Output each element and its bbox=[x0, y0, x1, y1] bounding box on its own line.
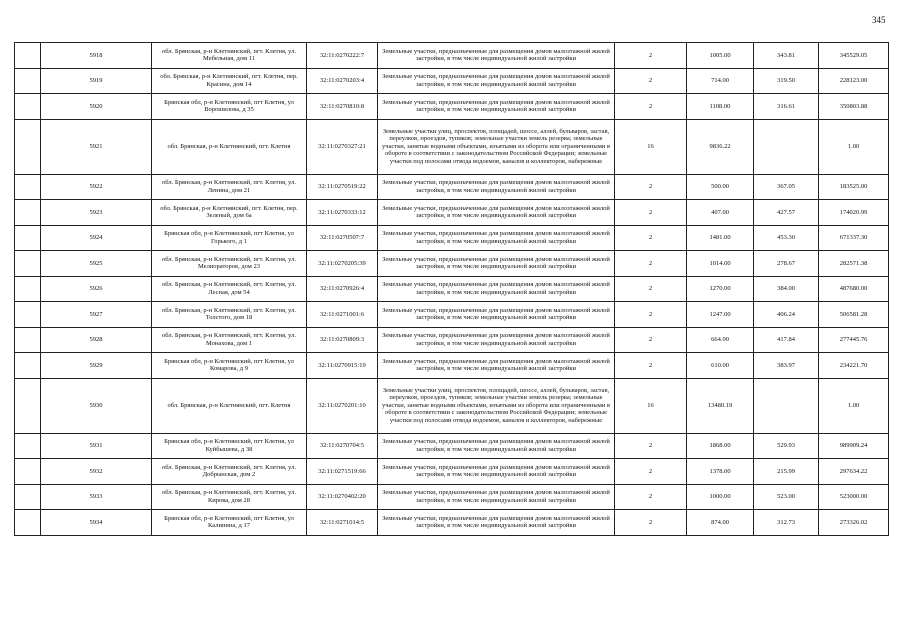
row-number: 5919 bbox=[41, 68, 152, 94]
cadastral-value-cell: 297634.22 bbox=[819, 459, 889, 485]
area-cell: 1005.00 bbox=[687, 43, 754, 69]
group-cell: 16 bbox=[615, 378, 687, 433]
land-use-cell: Земельные участки, предназначенные для размещения домов малоэтажной жилой застройки, в том числе индивидуальной жилой застройки bbox=[378, 484, 615, 510]
land-use-cell: Земельные участки, предназначенные для размещения домов малоэтажной жилой застройки, в том числе индивидуальной жилой застройки bbox=[378, 353, 615, 379]
cadastral-number-cell: 32:11:0270205:39 bbox=[307, 251, 378, 277]
specific-value-cell: 529.93 bbox=[754, 433, 819, 459]
group-cell: 2 bbox=[615, 174, 687, 200]
cadastral-number-cell: 32:11:0271014:5 bbox=[307, 510, 378, 536]
specific-value-cell: 312.73 bbox=[754, 510, 819, 536]
address-cell: обл. Брянская, р-н Клетнянский, пгт. Клетня, ул. Толстого, дом 18 bbox=[152, 302, 307, 328]
blank-cell bbox=[15, 43, 41, 69]
address-cell: обл. Брянская, р-н Клетнянский, пгт. Клетня, пер. Красина, дом 14 bbox=[152, 68, 307, 94]
table-row bbox=[15, 68, 889, 94]
land-use-cell: Земельные участки, предназначенные для размещения домов малоэтажной жилой застройки, в том числе индивидуальной жилой застройки bbox=[378, 43, 615, 69]
group-cell: 2 bbox=[615, 459, 687, 485]
address-cell: обл. Брянская, р-н Клетнянский, пгт. Клетня, ул. Монахова, дом 1 bbox=[152, 327, 307, 353]
table-row bbox=[15, 433, 889, 459]
area-cell: 1270.00 bbox=[687, 276, 754, 302]
cadastral-number-cell: 32:11:0270926:4 bbox=[307, 276, 378, 302]
blank-cell bbox=[15, 119, 41, 174]
cadastral-value-cell: 523000.00 bbox=[819, 484, 889, 510]
blank-cell bbox=[15, 327, 41, 353]
specific-value-cell: 417.84 bbox=[754, 327, 819, 353]
table-row bbox=[15, 43, 889, 69]
blank-cell bbox=[15, 378, 41, 433]
specific-value-cell: 427.57 bbox=[754, 200, 819, 226]
blank-cell bbox=[15, 225, 41, 251]
land-use-cell: Земельные участки, предназначенные для размещения домов малоэтажной жилой застройки, в том числе индивидуальной жилой застройки bbox=[378, 94, 615, 120]
area-cell: 500.00 bbox=[687, 174, 754, 200]
area-cell: 714.00 bbox=[687, 68, 754, 94]
table-row bbox=[15, 302, 889, 328]
cadastral-number-cell: 32:11:0270519:22 bbox=[307, 174, 378, 200]
area-cell: 9836.22 bbox=[687, 119, 754, 174]
area-cell: 13480.19 bbox=[687, 378, 754, 433]
cadastral-number-cell: 32:11:0270201:10 bbox=[307, 378, 378, 433]
land-use-cell: Земельные участки, предназначенные для размещения домов малоэтажной жилой застройки, в том числе индивидуальной жилой застройки bbox=[378, 200, 615, 226]
address-cell: обл. Брянская, р-н Клетнянский, пгт. Клетня, ул. Ленина, дом 21 bbox=[152, 174, 307, 200]
cadastral-number-cell: 32:11:0270327:21 bbox=[307, 119, 378, 174]
table-row bbox=[15, 251, 889, 277]
row-number: 5920 bbox=[41, 94, 152, 120]
row-number: 5933 bbox=[41, 484, 152, 510]
group-cell: 16 bbox=[615, 119, 687, 174]
land-use-cell: Земельные участки, предназначенные для размещения домов малоэтажной жилой застройки, в том числе индивидуальной жилой застройки bbox=[378, 225, 615, 251]
cadastral-number-cell: 32:11:0270915:19 bbox=[307, 353, 378, 379]
specific-value-cell: 343.81 bbox=[754, 43, 819, 69]
group-cell: 2 bbox=[615, 251, 687, 277]
cadastral-value-cell: 487680.00 bbox=[819, 276, 889, 302]
address-cell: обл. Брянская, р-н Клетнянский, пгт. Клетня, ул. Добрынская, дом 2 bbox=[152, 459, 307, 485]
row-number: 5929 bbox=[41, 353, 152, 379]
group-cell: 2 bbox=[615, 353, 687, 379]
area-cell: 1014.00 bbox=[687, 251, 754, 277]
address-cell: обл. Брянская, р-н Клетнянский, пгт. Клетня, ул. Мебельная, дом 11 bbox=[152, 43, 307, 69]
table-row bbox=[15, 200, 889, 226]
area-cell: 1378.00 bbox=[687, 459, 754, 485]
specific-value-cell: 383.97 bbox=[754, 353, 819, 379]
area-cell: 407.00 bbox=[687, 200, 754, 226]
blank-cell bbox=[15, 200, 41, 226]
row-number: 5923 bbox=[41, 200, 152, 226]
row-number: 5921 bbox=[41, 119, 152, 174]
specific-value-cell: 278.67 bbox=[754, 251, 819, 277]
specific-value-cell: 319.50 bbox=[754, 68, 819, 94]
specific-value-cell: 316.61 bbox=[754, 94, 819, 120]
table-row bbox=[15, 119, 889, 174]
row-number: 5922 bbox=[41, 174, 152, 200]
group-cell: 2 bbox=[615, 510, 687, 536]
land-use-cell: Земельные участки, предназначенные для размещения домов малоэтажной жилой застройки, в том числе индивидуальной жилой застройки bbox=[378, 302, 615, 328]
cadastral-value-cell: 345529.05 bbox=[819, 43, 889, 69]
blank-cell bbox=[15, 94, 41, 120]
land-use-cell: Земельные участки, предназначенные для размещения домов малоэтажной жилой застройки, в том числе индивидуальной жилой застройки bbox=[378, 68, 615, 94]
specific-value-cell: 367.05 bbox=[754, 174, 819, 200]
address-cell: Брянская обл, р-н Клетнянский, пгт Клетня, ул Калинина, д 17 bbox=[152, 510, 307, 536]
address-cell: обл. Брянская, р-н Клетнянский, пгт. Клетня, ул. Мелиораторов, дом 23 bbox=[152, 251, 307, 277]
cadastral-value-cell: 183525.00 bbox=[819, 174, 889, 200]
area-cell: 1247.00 bbox=[687, 302, 754, 328]
row-number: 5926 bbox=[41, 276, 152, 302]
group-cell: 2 bbox=[615, 200, 687, 226]
cadastral-value-cell: 671337.30 bbox=[819, 225, 889, 251]
blank-cell bbox=[15, 276, 41, 302]
row-number: 5925 bbox=[41, 251, 152, 277]
address-cell: обл. Брянская, р-н Клетнянский, пгт. Клетня, ул. Лесная, дом 54 bbox=[152, 276, 307, 302]
address-cell: Брянская обл, р-н Клетнянский, пгт Клетня, ул Ворошилова, д 35 bbox=[152, 94, 307, 120]
table-row bbox=[15, 94, 889, 120]
group-cell: 2 bbox=[615, 94, 687, 120]
area-cell: 1000.00 bbox=[687, 484, 754, 510]
page-number: 345 bbox=[872, 15, 886, 25]
cadastral-number-cell: 32:11:0270333:12 bbox=[307, 200, 378, 226]
table-row bbox=[15, 276, 889, 302]
blank-cell bbox=[15, 484, 41, 510]
specific-value-cell: 384.00 bbox=[754, 276, 819, 302]
cadastral-value-cell: 273326.02 bbox=[819, 510, 889, 536]
specific-value-cell bbox=[754, 119, 819, 174]
area-cell: 610.00 bbox=[687, 353, 754, 379]
cadastral-number-cell: 32:11:0270809:3 bbox=[307, 327, 378, 353]
blank-cell bbox=[15, 174, 41, 200]
cadastral-number-cell: 32:11:0271001:6 bbox=[307, 302, 378, 328]
group-cell: 2 bbox=[615, 276, 687, 302]
cadastral-value-cell: 277445.76 bbox=[819, 327, 889, 353]
blank-cell bbox=[15, 510, 41, 536]
table-row bbox=[15, 378, 889, 433]
cadastral-value-cell: 174020.99 bbox=[819, 200, 889, 226]
specific-value-cell: 453.30 bbox=[754, 225, 819, 251]
cadastral-number-cell: 32:11:0270507:7 bbox=[307, 225, 378, 251]
cadastral-number-cell: 32:11:0270810:8 bbox=[307, 94, 378, 120]
specific-value-cell: 406.24 bbox=[754, 302, 819, 328]
land-use-cell: Земельные участки улиц, проспектов, площадей, шоссе, аллей, бульваров, застав, переулков, проездов, тупиков; земельные участки земель резерва; земельные участки, занятые водными объектами, изъятыми из оборота или ограниченными в обороте в соответствии с законодательством Российской Федерации; земельные участки под полосами отвода водоемов, каналов и коллекторов, набережные bbox=[378, 119, 615, 174]
land-use-cell: Земельные участки, предназначенные для размещения домов малоэтажной жилой застройки, в том числе индивидуальной жилой застройки bbox=[378, 174, 615, 200]
row-number: 5931 bbox=[41, 433, 152, 459]
cadastral-value-cell: 234221.70 bbox=[819, 353, 889, 379]
address-cell: обл. Брянская, р-н Клетнянский, пгт. Клетня, ул. Кирова, дом 28 bbox=[152, 484, 307, 510]
row-number: 5930 bbox=[41, 378, 152, 433]
row-number: 5924 bbox=[41, 225, 152, 251]
table-row bbox=[15, 225, 889, 251]
land-use-cell: Земельные участки, предназначенные для размещения домов малоэтажной жилой застройки, в том числе индивидуальной жилой застройки bbox=[378, 433, 615, 459]
cadastral-value-cell: 1.00 bbox=[819, 119, 889, 174]
area-cell: 874.00 bbox=[687, 510, 754, 536]
row-number: 5927 bbox=[41, 302, 152, 328]
group-cell: 2 bbox=[615, 327, 687, 353]
cadastral-value-cell: 989909.24 bbox=[819, 433, 889, 459]
address-cell: обл. Брянская, р-н Клетнянский, пгт. Клетня bbox=[152, 378, 307, 433]
cadastral-number-cell: 32:11:0270203:4 bbox=[307, 68, 378, 94]
group-cell: 2 bbox=[615, 302, 687, 328]
group-cell: 2 bbox=[615, 68, 687, 94]
address-cell: Брянская обл, р-н Клетнянский, пгт Клетня, ул Куйбышева, д 38 bbox=[152, 433, 307, 459]
group-cell: 2 bbox=[615, 225, 687, 251]
cadastral-value-cell: 1.00 bbox=[819, 378, 889, 433]
blank-cell bbox=[15, 459, 41, 485]
address-cell: Брянская обл, р-н Клетнянский, пгт Клетня, ул Комарова, д 9 bbox=[152, 353, 307, 379]
specific-value-cell bbox=[754, 378, 819, 433]
row-number: 5934 bbox=[41, 510, 152, 536]
cadastral-number-cell: 32:11:0270402:20 bbox=[307, 484, 378, 510]
blank-cell bbox=[15, 353, 41, 379]
cadastral-value-cell: 506581.28 bbox=[819, 302, 889, 328]
group-cell: 2 bbox=[615, 43, 687, 69]
land-use-cell: Земельные участки улиц, проспектов, площадей, шоссе, аллей, бульваров, застав, переулков, проездов, тупиков; земельные участки земель резерва; земельные участки, занятые водными объектами, изъятыми из оборота или ограниченными в обороте в соответствии с законодательством Российской Федерации; земельные участки под полосами отвода водоемов, каналов и коллекторов, набережные bbox=[378, 378, 615, 433]
table-row bbox=[15, 353, 889, 379]
blank-cell bbox=[15, 68, 41, 94]
land-use-cell: Земельные участки, предназначенные для размещения домов малоэтажной жилой застройки, в том числе индивидуальной жилой застройки bbox=[378, 276, 615, 302]
cadastral-value-cell: 282571.38 bbox=[819, 251, 889, 277]
address-cell: обл. Брянская, р-н Клетнянский, пгт. Клетня, пер. Зеленый, дом 6а bbox=[152, 200, 307, 226]
land-use-cell: Земельные участки, предназначенные для размещения домов малоэтажной жилой застройки, в том числе индивидуальной жилой застройки bbox=[378, 327, 615, 353]
cadastral-number-cell: 32:11:0270222:7 bbox=[307, 43, 378, 69]
group-cell: 2 bbox=[615, 484, 687, 510]
land-use-cell: Земельные участки, предназначенные для размещения домов малоэтажной жилой застройки, в том числе индивидуальной жилой застройки bbox=[378, 510, 615, 536]
table-row bbox=[15, 327, 889, 353]
table-row bbox=[15, 174, 889, 200]
table-row bbox=[15, 484, 889, 510]
blank-cell bbox=[15, 251, 41, 277]
table-row bbox=[15, 459, 889, 485]
area-cell: 1108.00 bbox=[687, 94, 754, 120]
specific-value-cell: 215.99 bbox=[754, 459, 819, 485]
cadastral-value-cell: 228123.00 bbox=[819, 68, 889, 94]
address-cell: обл. Брянская, р-н Клетнянский, пгт. Клетня bbox=[152, 119, 307, 174]
land-use-cell: Земельные участки, предназначенные для размещения домов малоэтажной жилой застройки, в том числе индивидуальной жилой застройки bbox=[378, 459, 615, 485]
area-cell: 1868.00 bbox=[687, 433, 754, 459]
cadastral-number-cell: 32:11:0271519:66 bbox=[307, 459, 378, 485]
row-number: 5918 bbox=[41, 43, 152, 69]
cadastral-value-cell: 350803.88 bbox=[819, 94, 889, 120]
blank-cell bbox=[15, 433, 41, 459]
row-number: 5932 bbox=[41, 459, 152, 485]
cadastral-value-table bbox=[14, 42, 889, 536]
land-use-cell: Земельные участки, предназначенные для размещения домов малоэтажной жилой застройки, в том числе индивидуальной жилой застройки bbox=[378, 251, 615, 277]
specific-value-cell: 523.00 bbox=[754, 484, 819, 510]
area-cell: 664.00 bbox=[687, 327, 754, 353]
group-cell: 2 bbox=[615, 433, 687, 459]
cadastral-number-cell: 32:11:0270704:5 bbox=[307, 433, 378, 459]
blank-cell bbox=[15, 302, 41, 328]
area-cell: 1481.00 bbox=[687, 225, 754, 251]
address-cell: Брянская обл, р-н Клетнянский, пгт Клетня, ул Горького, д 1 bbox=[152, 225, 307, 251]
table-row bbox=[15, 510, 889, 536]
row-number: 5928 bbox=[41, 327, 152, 353]
